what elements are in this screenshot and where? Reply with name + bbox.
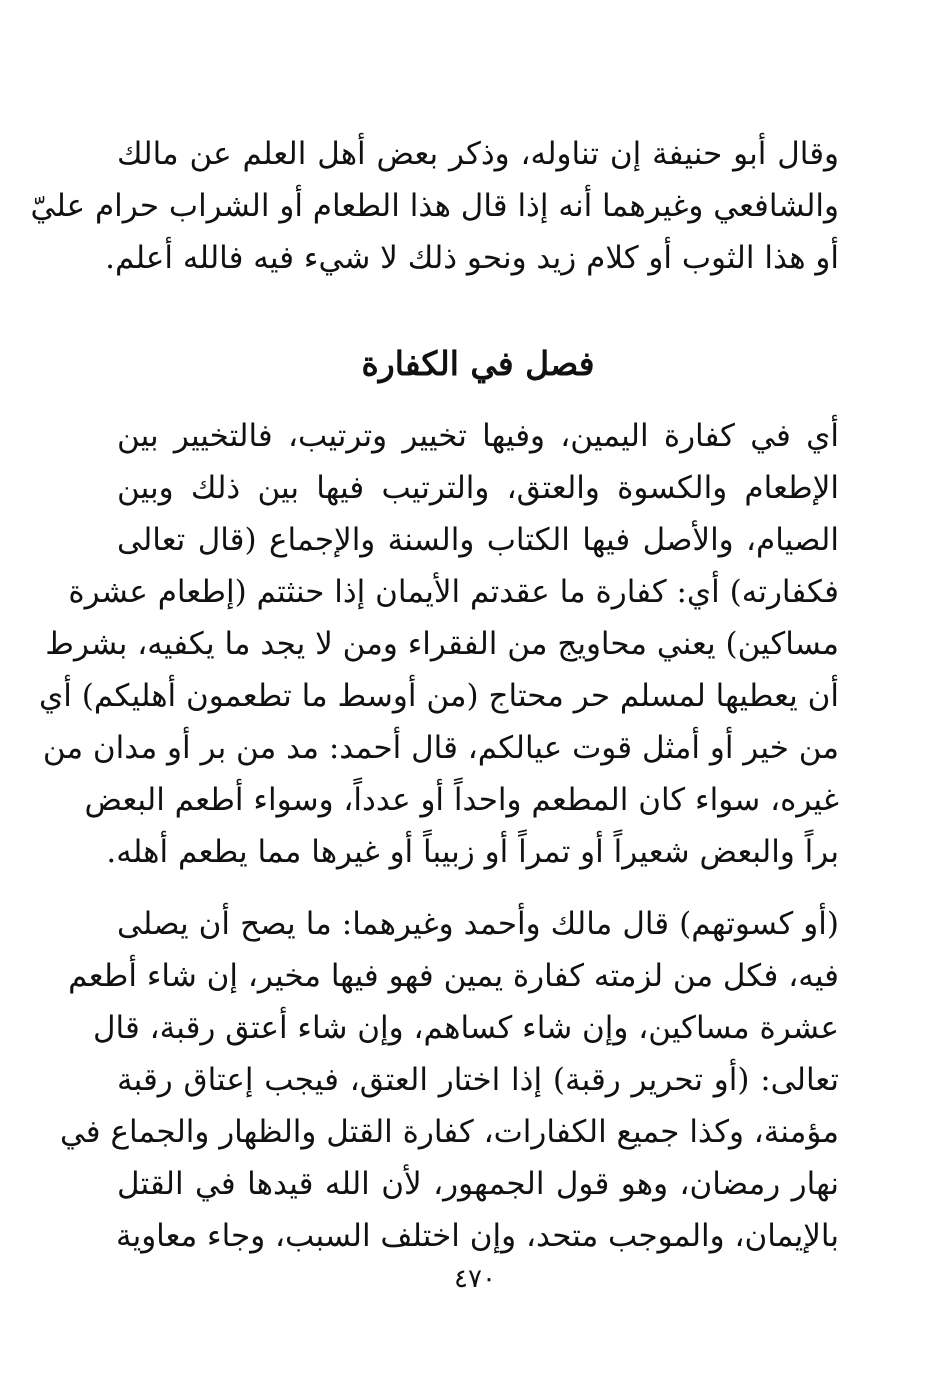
text-line: فيه، فكل من لزمته كفارة يمين فهو فيها مخير، إن شاء أطعم <box>68 958 839 994</box>
text-line: مساكين) يعني محاويج من الفقراء ومن لا يجد ما يكفيه، بشرط <box>45 626 839 662</box>
text-line: مؤمنة، وكذا جميع الكفارات، كفارة القتل والظهار والجماع في <box>59 1114 839 1150</box>
page-body <box>30 128 839 1262</box>
text-line: من خير أو أمثل قوت عيالكم، قال أحمد: مد من بر أو مدان من <box>42 730 839 766</box>
text-line: الإطعام والكسوة والعتق، والترتيب فيها بين ذلك وبين <box>117 470 839 506</box>
text-line: والشافعي وغيرهما أنه إذا قال هذا الطعام أو الشراب حرام عليّ <box>30 188 839 224</box>
text-line: غيره، سواء كان المطعم واحداً أو عدداً، وسواء أطعم البعض <box>84 782 839 818</box>
page-number: ٤٧٠ <box>454 1264 496 1294</box>
text-line: وقال أبو حنيفة إن تناوله، وذكر بعض أهل العلم عن مالك <box>117 136 839 172</box>
paragraph-intro <box>30 128 839 284</box>
text-line: الصيام، والأصل فيها الكتاب والسنة والإجماع (قال تعالى <box>117 522 839 558</box>
section-title: فصل في الكفارة <box>361 344 595 383</box>
text-line: تعالى: (أو تحرير رقبة) إذا اختار العتق، فيجب إعتاق رقبة <box>117 1062 839 1098</box>
paragraph-kaffara <box>39 410 839 878</box>
text-line: أي في كفارة اليمين، وفيها تخيير وترتيب، فالتخيير بين <box>117 418 839 454</box>
paragraph-kiswa <box>59 898 839 1262</box>
text-line: براً والبعض شعيراً أو تمراً أو زبيباً أو غيرها مما يطعم أهله. <box>106 834 839 870</box>
text-line: عشرة مساكين، وإن شاء كساهم، وإن شاء أعتق رقبة، قال <box>92 1010 839 1046</box>
text-line: أن يعطيها لمسلم حر محتاج (من أوسط ما تطعمون أهليكم) أي <box>39 678 839 714</box>
text-line: نهار رمضان، وهو قول الجمهور، لأن الله قيدها في القتل <box>117 1166 839 1202</box>
text-line: (أو كسوتهم) قال مالك وأحمد وغيرهما: ما يصح أن يصلى <box>117 906 839 942</box>
text-line: فكفارته) أي: كفارة ما عقدتم الأيمان إذا حنثتم (إطعام عشرة <box>68 574 839 610</box>
text-line: بالإيمان، والموجب متحد، وإن اختلف السبب، وجاء معاوية <box>115 1218 839 1254</box>
text-line: أو هذا الثوب أو كلام زيد ونحو ذلك لا شيء فيه فالله أعلم. <box>105 240 839 276</box>
